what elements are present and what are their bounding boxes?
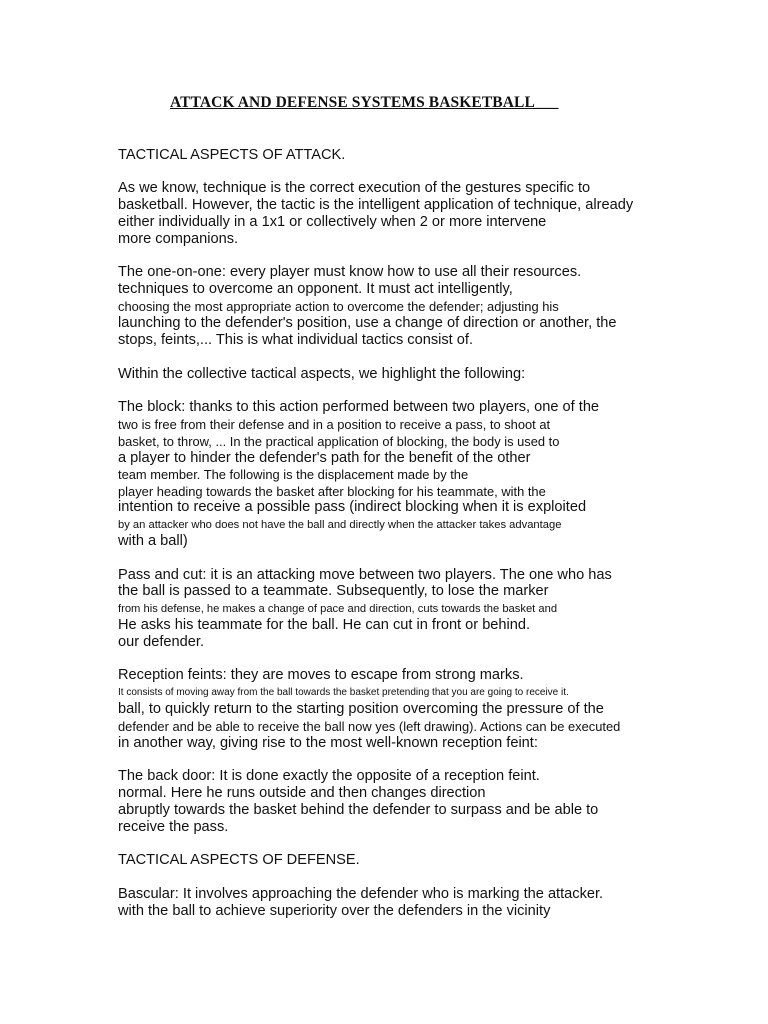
- paragraph-line: stops, feints,... This is what individual tactics consist of.: [118, 332, 473, 348]
- paragraph-line: techniques to overcome an opponent. It must act intelligently,: [118, 281, 513, 297]
- paragraph-line: team member. The following is the displacement made by the: [118, 467, 469, 482]
- paragraph-line: The one-on-one: every player must know how to use all their resources.: [118, 264, 582, 280]
- paragraph-line: from his defense, he makes a change of pace and direction, cuts towards the basket and: [118, 603, 558, 615]
- paragraph-line: Within the collective tactical aspects, we highlight the following:: [118, 366, 526, 382]
- paragraph-line: Pass and cut: it is an attacking move between two players. The one who has: [118, 567, 612, 583]
- paragraph-line: The block: thanks to this action performed between two players, one of the: [118, 399, 600, 415]
- paragraph-line: As we know, technique is the correct execution of the gestures specific to: [118, 180, 591, 196]
- paragraph-line: our defender.: [118, 634, 205, 650]
- paragraph-line: with a ball): [118, 533, 188, 549]
- paragraph-line: choosing the most appropriate action to overcome the defender; adjusting his: [118, 299, 559, 314]
- paragraph-line: Bascular: It involves approaching the defender who is marking the attacker.: [118, 886, 604, 902]
- paragraph-line: launching to the defender's position, use a change of direction or another, the: [118, 315, 617, 331]
- paragraph-line: normal. Here he runs outside and then changes direction: [118, 785, 486, 801]
- paragraph-line: player heading towards the basket after blocking for his teammate, with the: [118, 484, 546, 499]
- paragraph-line: Reception feints: they are moves to escape from strong marks.: [118, 667, 524, 683]
- paragraph-line: by an attacker who does not have the ball and directly when the attacker takes advantage: [118, 519, 562, 531]
- paragraph-line: with the ball to achieve superiority over the defenders in the vicinity: [118, 903, 551, 919]
- section-heading-defense: TACTICAL ASPECTS OF DEFENSE.: [118, 852, 360, 868]
- paragraph-line: basket, to throw, ... In the practical application of blocking, the body is used to: [118, 434, 560, 449]
- paragraph-line: It consists of moving away from the ball towards the basket pretending that you are going to receive it.: [118, 687, 569, 698]
- paragraph-line: basketball. However, the tactic is the intelligent application of technique, already: [118, 197, 634, 213]
- paragraph-line: abruptly towards the basket behind the defender to surpass and be able to: [118, 802, 599, 818]
- paragraph-line: more companions.: [118, 231, 239, 247]
- paragraph-line: He asks his teammate for the ball. He can cut in front or behind.: [118, 617, 531, 633]
- paragraph-line: The back door: It is done exactly the opposite of a reception feint.: [118, 768, 540, 784]
- section-heading-attack: TACTICAL ASPECTS OF ATTACK.: [118, 147, 346, 163]
- paragraph-line: two is free from their defense and in a position to receive a pass, to shoot at: [118, 417, 551, 432]
- paragraph-line: the ball is passed to a teammate. Subsequently, to lose the marker: [118, 583, 549, 599]
- paragraph-line: receive the pass.: [118, 819, 229, 835]
- paragraph-line: in another way, giving rise to the most well-known reception feint:: [118, 735, 538, 751]
- paragraph-line: defender and be able to receive the ball now yes (left drawing). Actions can be executed: [118, 719, 621, 734]
- document-title: ATTACK AND DEFENSE SYSTEMS BASKETBALL___: [170, 94, 559, 111]
- paragraph-line: ball, to quickly return to the starting position overcoming the pressure of the: [118, 701, 604, 717]
- paragraph-line: a player to hinder the defender's path for the benefit of the other: [118, 450, 531, 466]
- paragraph-line: intention to receive a possible pass (indirect blocking when it is exploited: [118, 499, 587, 515]
- paragraph-line: either individually in a 1x1 or collectively when 2 or more intervene: [118, 214, 547, 230]
